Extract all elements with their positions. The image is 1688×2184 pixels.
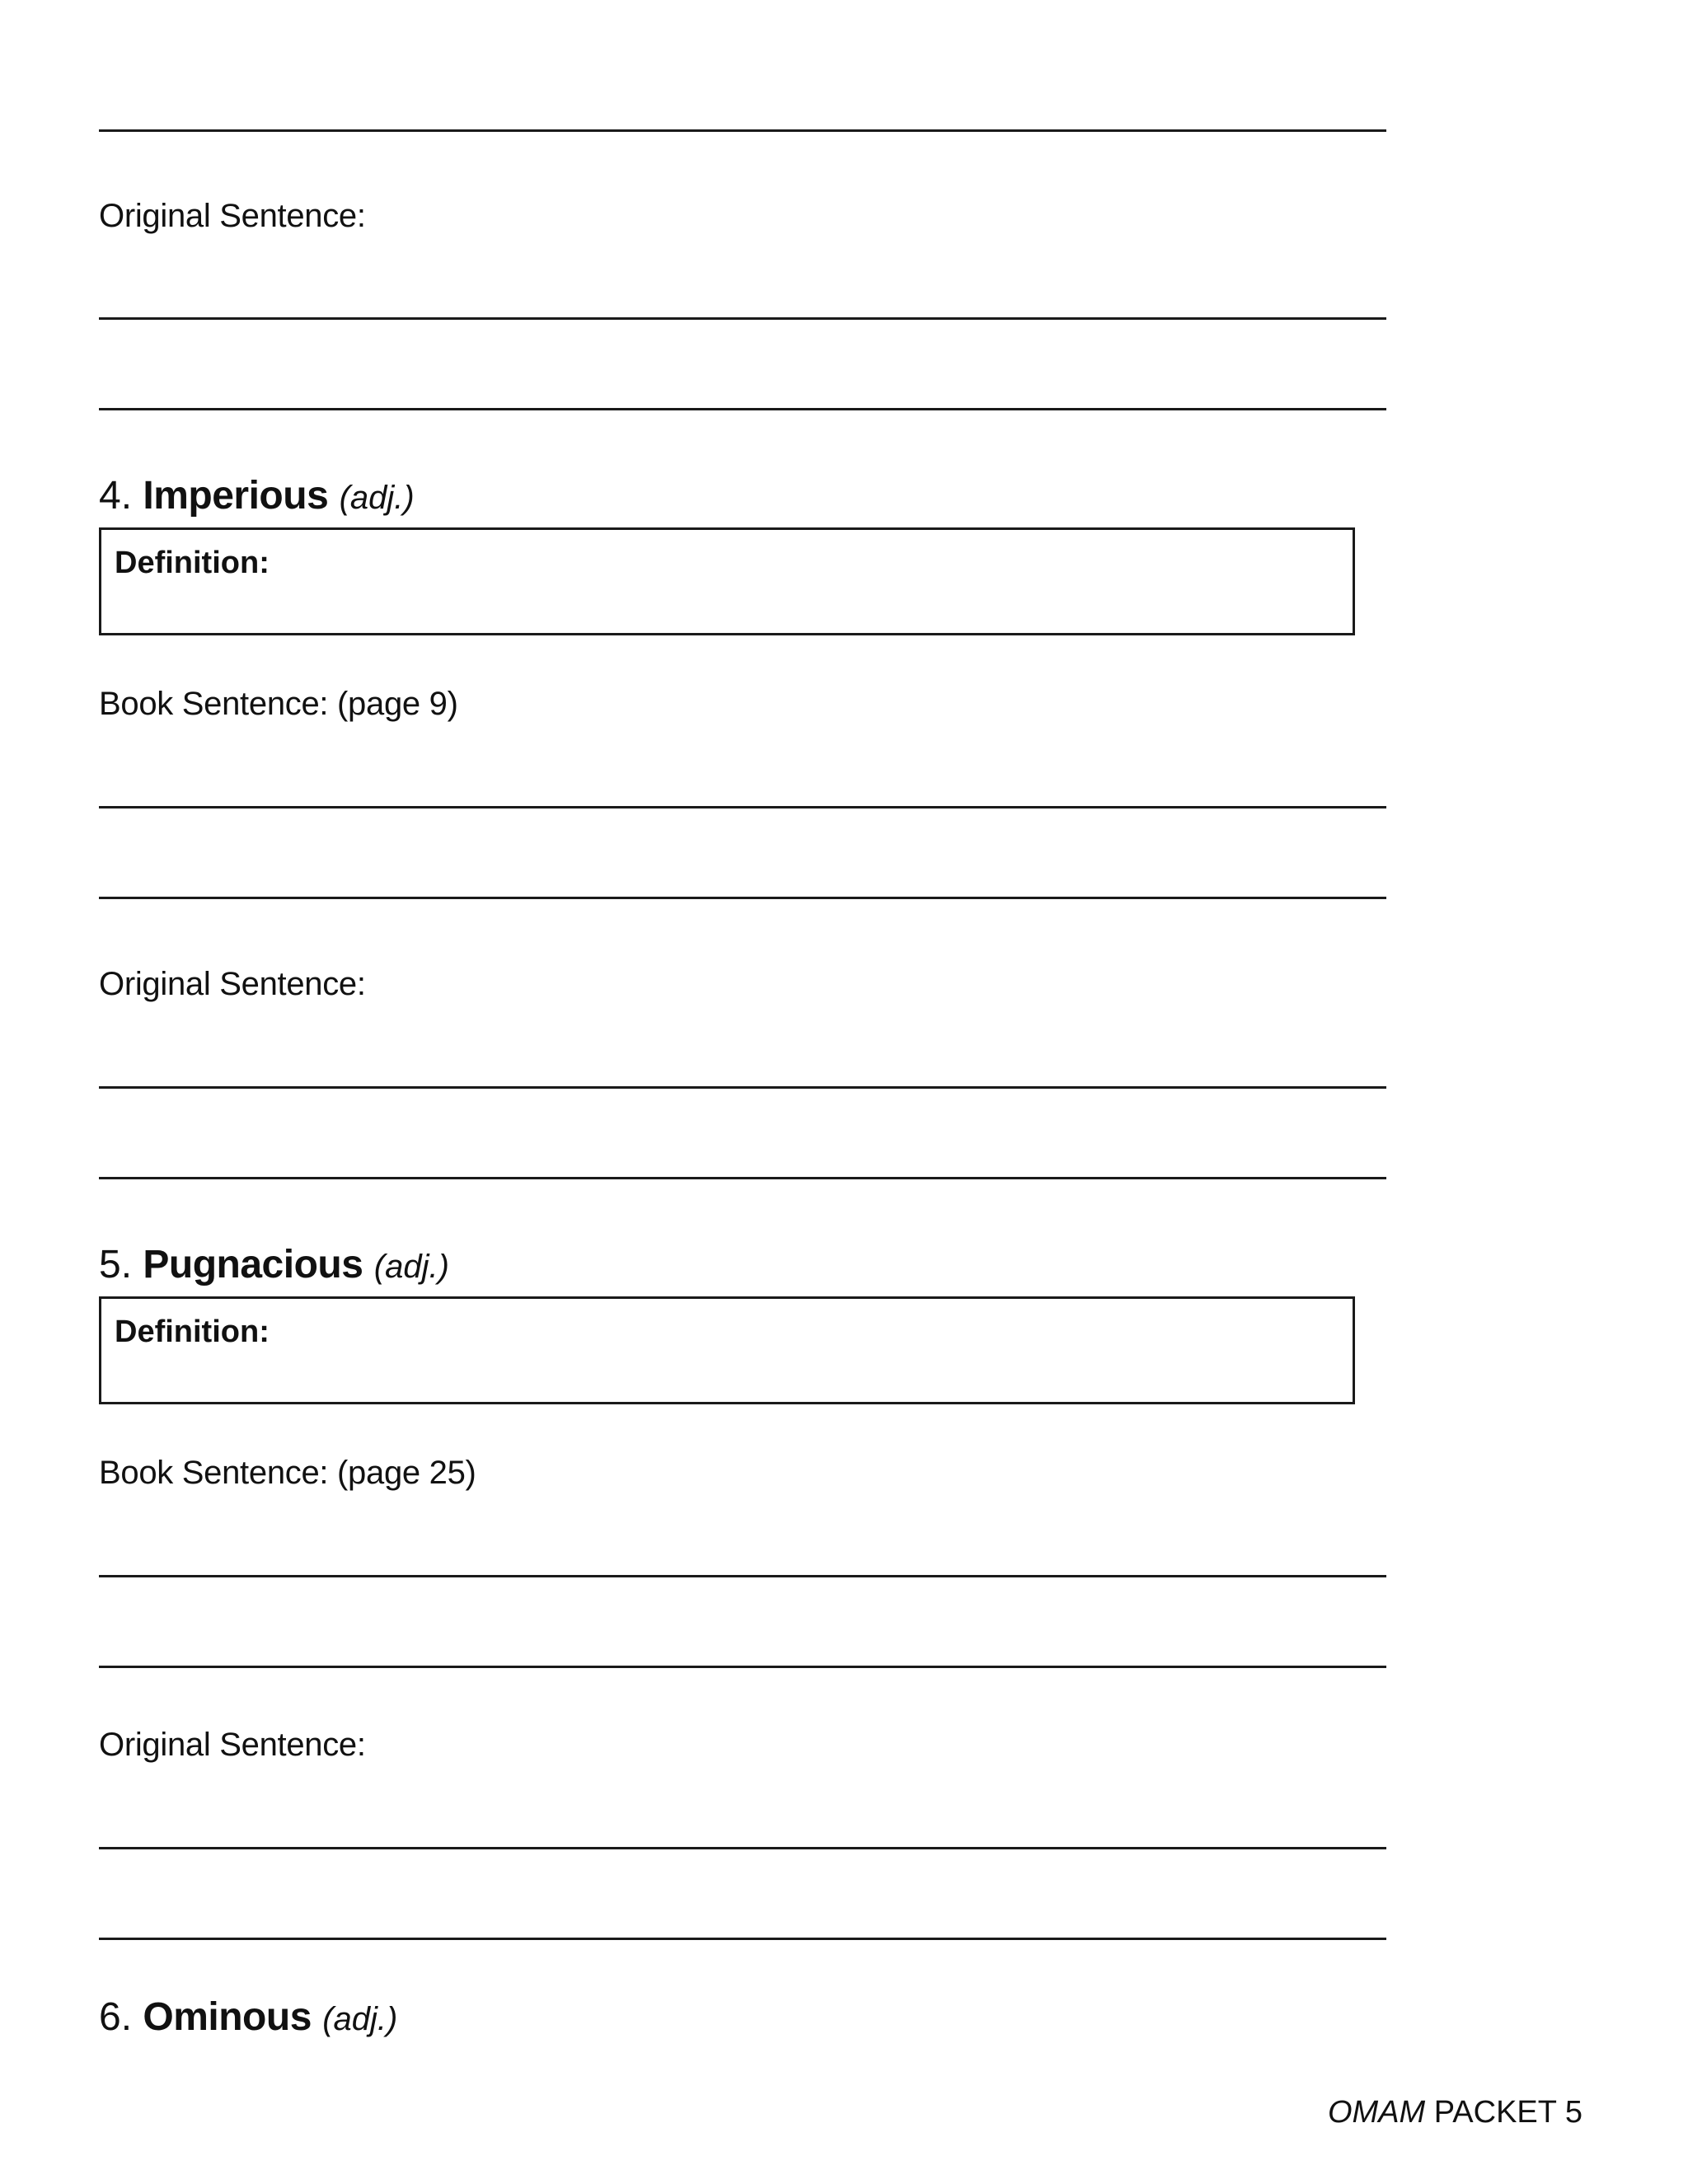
vocab-number: 4. [99, 474, 133, 518]
vocab-word: Ominous [143, 1995, 312, 2039]
original-sentence-label: Original Sentence: [99, 198, 366, 234]
vocab-heading-4 [99, 471, 415, 523]
answer-line[interactable] [99, 1847, 1386, 1849]
definition-label: Definition: [115, 546, 270, 580]
part-of-speech: (adj.) [373, 1249, 449, 1285]
definition-box[interactable] [99, 1296, 1355, 1404]
book-sentence-label: Book Sentence: (page 9) [99, 686, 458, 722]
answer-line[interactable] [99, 1938, 1386, 1940]
answer-line[interactable] [99, 1666, 1386, 1668]
answer-line[interactable] [99, 408, 1386, 410]
vocab-heading-5 [99, 1240, 449, 1291]
answer-line[interactable] [99, 1575, 1386, 1577]
part-of-speech: (adj.) [339, 480, 415, 516]
book-sentence-label: Book Sentence: (page 25) [99, 1455, 476, 1491]
definition-box[interactable] [99, 527, 1355, 635]
answer-line[interactable] [99, 129, 1386, 132]
answer-line[interactable] [99, 317, 1386, 320]
answer-line[interactable] [99, 806, 1386, 808]
vocab-word: Pugnacious [143, 1243, 363, 1286]
vocab-number: 6. [99, 1995, 133, 2039]
vocab-number: 5. [99, 1243, 133, 1286]
vocab-heading-6 [99, 1993, 397, 2044]
definition-label: Definition: [115, 1315, 270, 1349]
answer-line[interactable] [99, 1177, 1386, 1179]
vocab-word: Imperious [143, 474, 329, 518]
part-of-speech: (adj.) [322, 2001, 398, 2037]
footer-title: OMAM [1328, 2095, 1426, 2130]
page-footer [1328, 2093, 1582, 2131]
footer-packet: PACKET 5 [1425, 2095, 1582, 2130]
answer-line[interactable] [99, 897, 1386, 899]
original-sentence-label: Original Sentence: [99, 1727, 366, 1763]
original-sentence-label: Original Sentence: [99, 966, 366, 1002]
answer-line[interactable] [99, 1086, 1386, 1089]
